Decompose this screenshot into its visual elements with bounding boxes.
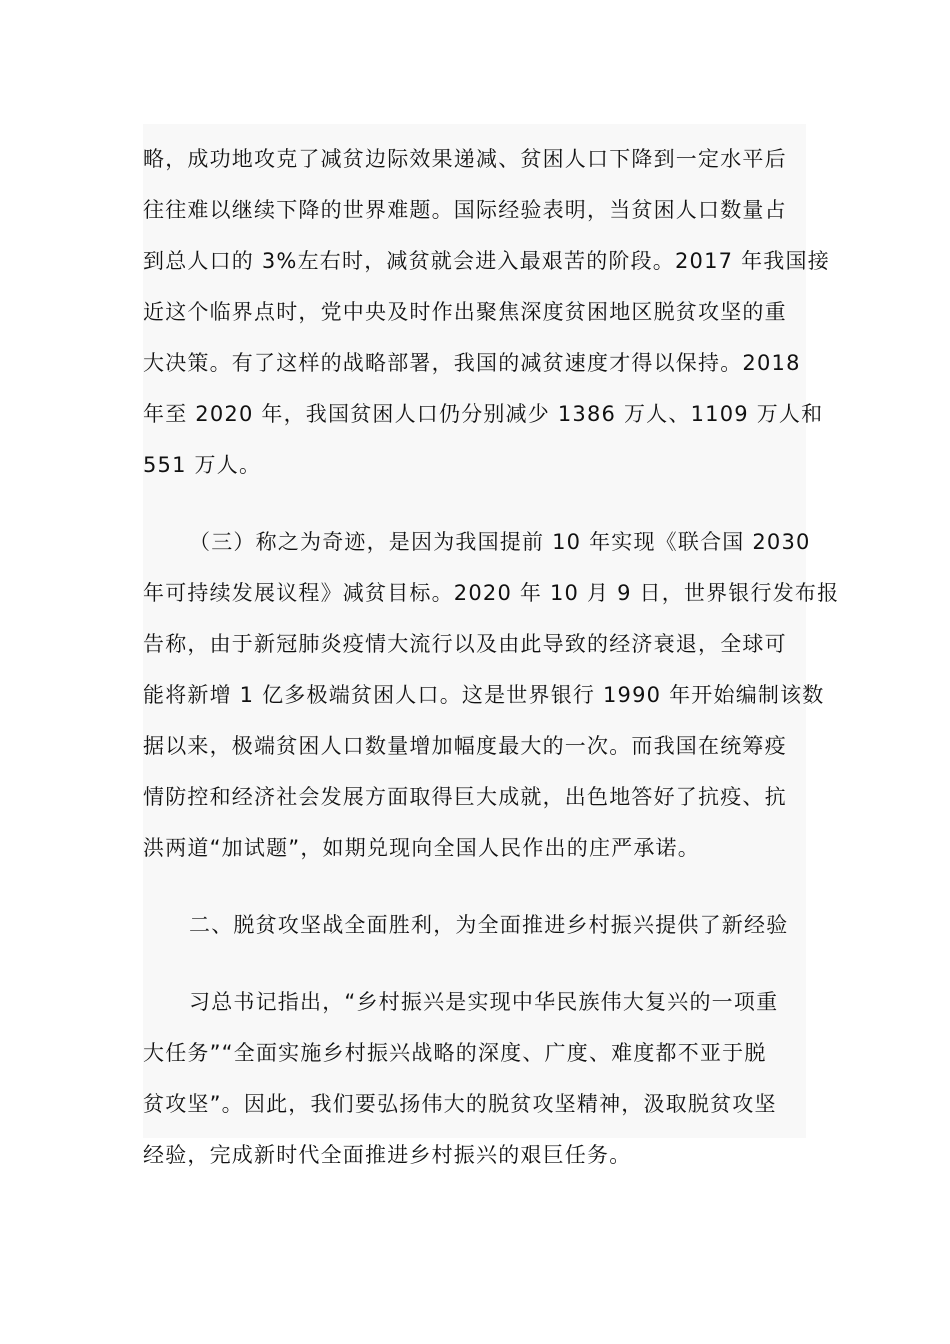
text-line: 到总人口的 3%左右时，减贫就会进入最艰苦的阶段。2017 年我国接: [143, 249, 830, 273]
text-line: 能将新增 1 亿多极端贫困人口。这是世界银行 1990 年开始编制该数: [143, 683, 825, 707]
text-line: 大决策。有了这样的战略部署，我国的减贫速度才得以保持。2018: [143, 351, 801, 375]
text-line: 告称，由于新冠肺炎疫情大流行以及由此导致的经济衰退，全球可: [143, 632, 787, 656]
text-line: 略，成功地攻克了减贫边际效果递减、贫困人口下降到一定水平后: [143, 147, 787, 171]
text-line: 往往难以继续下降的世界难题。国际经验表明，当贫困人口数量占: [143, 198, 787, 222]
text-line: 年至 2020 年，我国贫困人口仍分别减少 1386 万人、1109 万人和: [143, 402, 824, 426]
text-line: 贫攻坚”。因此，我们要弘扬伟大的脱贫攻坚精神，汲取脱贫攻坚: [143, 1092, 777, 1116]
text-line: 年可持续发展议程》减贫目标。2020 年 10 月 9 日，世界银行发布报: [143, 581, 840, 605]
text-line: 情防控和经济社会发展方面取得巨大成就，出色地答好了抗疫、抗: [143, 785, 787, 809]
text-line: （三）称之为奇迹，是因为我国提前 10 年实现《联合国 2030: [189, 530, 811, 554]
text-line: 近这个临界点时，党中央及时作出聚焦深度贫困地区脱贫攻坚的重: [143, 300, 787, 324]
text-line: 据以来，极端贫困人口数量增加幅度最大的一次。而我国在统筹疫: [143, 734, 787, 758]
text-line: 经验，完成新时代全面推进乡村振兴的艰巨任务。: [143, 1143, 632, 1167]
document-body: [143, 124, 840, 1167]
text-line: 习总书记指出，“乡村振兴是实现中华民族伟大复兴的一项重: [189, 990, 779, 1014]
text-line: 洪两道“加试题”，如期兑现向全国人民作出的庄严承诺。: [143, 836, 700, 860]
section-heading: 二、脱贫攻坚战全面胜利，为全面推进乡村振兴提供了新经验: [189, 913, 789, 937]
text-line: 551 万人。: [143, 453, 262, 477]
text-line: 大任务”“全面实施乡村振兴战略的深度、广度、难度都不亚于脱: [143, 1041, 767, 1065]
